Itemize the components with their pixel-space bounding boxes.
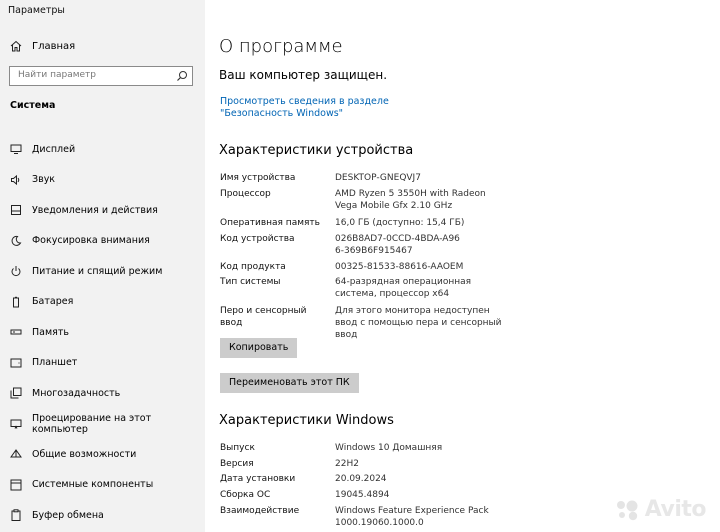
sidebar-item-battery[interactable]	[10, 287, 205, 318]
sidebar-item-multitasking[interactable]	[10, 378, 205, 409]
projecting-icon	[10, 418, 22, 430]
sidebar-item-label: Общие возможности	[32, 448, 137, 460]
spec-key: Имя устройства	[220, 173, 296, 183]
spec-key: Код продукта	[220, 262, 286, 272]
sidebar-item-label: Системные компоненты	[32, 479, 154, 491]
spec-value: 20.09.2024	[335, 474, 387, 484]
spec-key: Версия	[220, 459, 254, 469]
protection-status: Ваш компьютер защищен.	[219, 68, 388, 82]
sidebar-item-label: Батарея	[32, 296, 74, 308]
sidebar-item-focus[interactable]	[10, 226, 205, 257]
device-specs-heading: Характеристики устройства	[219, 143, 414, 158]
sidebar-item-projecting[interactable]	[10, 409, 205, 440]
spec-value: 64-разрядная операционная система, процессор x64	[335, 277, 472, 299]
copy-button[interactable]: Копировать	[220, 338, 297, 358]
sidebar-item-label: Планшет	[32, 357, 78, 369]
focus-moon-icon	[10, 235, 22, 247]
spec-value: DESKTOP-GNEQVJ7	[335, 173, 421, 183]
sidebar-item-label: Питание и спящий режим	[32, 265, 163, 277]
spec-value: 00325-81533-88616-AAOEM	[335, 262, 464, 272]
sidebar-item-shared-experiences[interactable]	[10, 439, 205, 470]
watermark-text: Avito	[644, 497, 706, 522]
sidebar-item-display[interactable]	[10, 134, 205, 165]
sidebar-item-power[interactable]	[10, 256, 205, 287]
spec-key: Взаимодействие	[220, 506, 300, 516]
section-title: Система	[10, 100, 56, 111]
avito-logo-icon	[615, 499, 641, 521]
spec-key: Сборка ОС	[220, 490, 271, 500]
avito-watermark	[615, 497, 706, 522]
page-title: О программе	[219, 36, 343, 57]
sidebar-item-label: Фокусировка внимания	[32, 235, 150, 247]
spec-value: Для этого монитора недоступен ввод с помощью пера и сенсорный ввод	[335, 306, 502, 340]
multitasking-icon	[10, 387, 22, 399]
sidebar-item-system-components[interactable]	[10, 470, 205, 501]
spec-value: 22H2	[335, 459, 359, 469]
sound-icon	[10, 174, 22, 186]
sidebar-item-label: Память	[32, 326, 69, 338]
spec-value: Windows 10 Домашняя	[335, 443, 443, 453]
spec-value: 026B8AD7-0CCD-4BDA-A966-369B6F915467	[335, 234, 460, 256]
spec-value: 16,0 ГБ (доступно: 15,4 ГБ)	[335, 218, 465, 228]
sidebar-item-storage[interactable]	[10, 317, 205, 348]
spec-value: 19045.4894	[335, 490, 390, 500]
battery-icon	[10, 296, 22, 308]
sidebar-item-label: Дисплей	[32, 143, 76, 155]
notifications-icon	[10, 204, 22, 216]
clipboard-icon	[10, 509, 22, 521]
window-title: Параметры	[8, 5, 65, 16]
search-input[interactable]	[9, 66, 193, 86]
storage-icon	[10, 326, 22, 338]
spec-key: Выпуск	[220, 443, 255, 453]
rename-pc-button[interactable]: Переименовать этот ПК	[220, 373, 359, 393]
home-icon	[10, 40, 22, 52]
security-link[interactable]: Просмотреть сведения в разделе "Безопасность Windows"	[220, 96, 389, 119]
sidebar-nav	[10, 134, 205, 531]
search-placeholder: Найти параметр	[18, 70, 96, 80]
shared-experiences-icon	[10, 448, 22, 460]
sidebar-item-sound[interactable]	[10, 165, 205, 196]
display-icon	[10, 143, 22, 155]
windows-specs-heading: Характеристики Windows	[219, 413, 394, 428]
tablet-icon	[10, 357, 22, 369]
sidebar-item-home[interactable]	[10, 40, 75, 52]
spec-key: Процессор	[220, 189, 271, 199]
sidebar-item-notifications[interactable]	[10, 195, 205, 226]
sidebar-item-label: Проецирование на этот компьютер	[32, 412, 152, 435]
spec-value: Windows Feature Experience Pack 1000.19060.1000.0	[335, 506, 489, 528]
spec-value: AMD Ryzen 5 3550H with Radeon Vega Mobile Gfx 2.10 GHz	[335, 189, 486, 211]
sidebar-item-clipboard[interactable]	[10, 500, 205, 531]
main-content	[205, 0, 720, 532]
sidebar-item-label: Уведомления и действия	[32, 204, 158, 216]
sidebar-item-label: Звук	[32, 174, 56, 186]
spec-key: Дата установки	[220, 474, 296, 484]
sidebar-item-tablet[interactable]	[10, 348, 205, 379]
sidebar	[0, 0, 205, 532]
sidebar-item-label: Многозадачность	[32, 387, 121, 399]
spec-key: Перо и сенсорный ввод	[220, 306, 307, 328]
spec-key: Код устройства	[220, 234, 295, 244]
home-label: Главная	[32, 40, 76, 52]
spec-key: Оперативная память	[220, 218, 320, 228]
sidebar-item-label: Буфер обмена	[32, 509, 104, 521]
spec-key: Тип системы	[220, 277, 281, 287]
system-components-icon	[10, 479, 22, 491]
search-icon[interactable]	[176, 70, 188, 82]
power-icon	[10, 265, 22, 277]
